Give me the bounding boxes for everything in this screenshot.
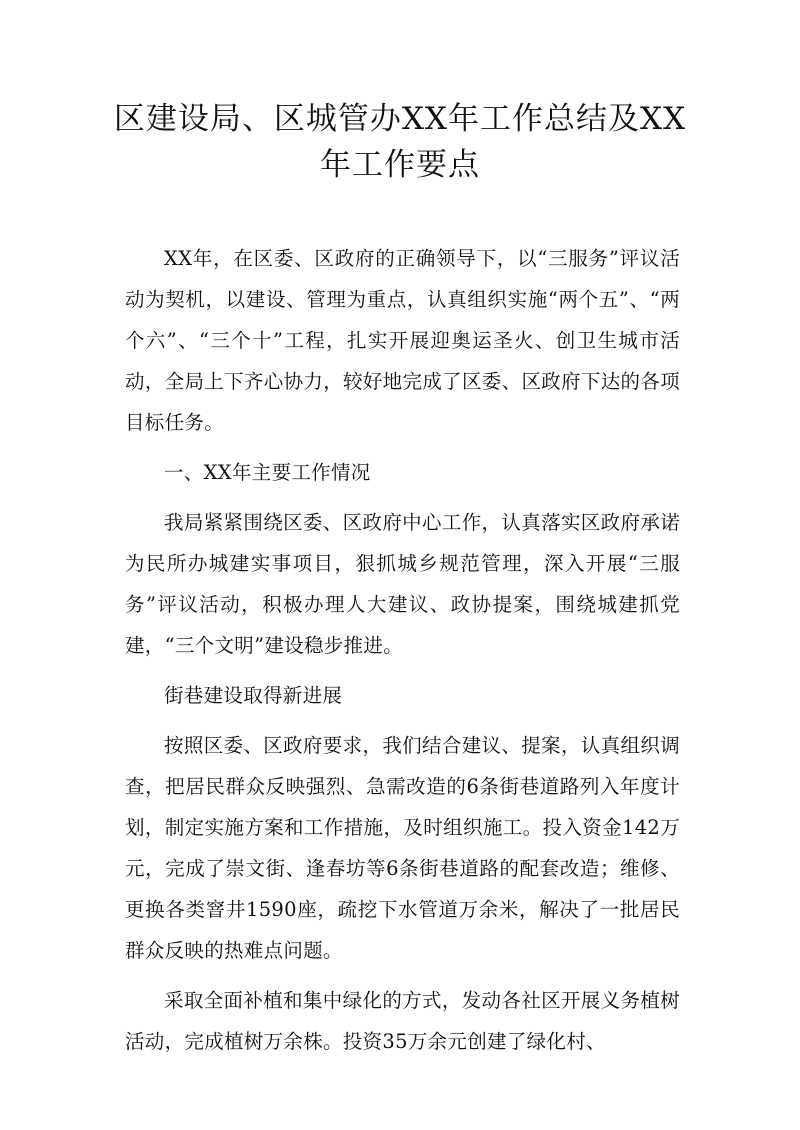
document-body — [125, 238, 680, 1071]
paragraph-intro: XX年，在区委、区政府的正确领导下，以“三服务”评议活动为契机，以建设、管理为重点，认真组织实施“两个五”、“两个六”、“三个十”工程，扎实开展迎奥运圣火、创卫生城市活动，全局上下齐心协力，较好地完成了区委、区政府下达的各项目标任务。 — [125, 247, 680, 434]
section-heading: 一、XX年主要工作情况 — [164, 461, 371, 484]
title-line-2: 年工作要点 — [320, 147, 480, 183]
paragraph-overview: 我局紧紧围绕区委、区政府中心工作，认真落实区政府承诺为民所办城建实事项目，狠抓城乡规范管理，深入开展“三服务”评议活动，积极办理人大建议、政协提案，围绕城建抓党建，“三个文明”建设稳步推进。 — [125, 511, 680, 657]
paragraph-street-construction: 按照区委、区政府要求，我们结合建议、提案，认真组织调查，把居民群众反映强烈、急需改造的6条街巷道路列入年度计划，制定实施方案和工作措施，及时组织施工。投入资金142万元，完成了崇文街、逢春坊等6条街巷道路的配套改造；维修、更换各类窨井1590座，疏挖下水管道万余米，解决了一批居民群众反映的热难点问题。 — [125, 734, 680, 962]
title-line-1: 区建设局、区城管办XX年工作总结及XX — [113, 101, 687, 137]
subsection-heading: 街巷建设取得新进展 — [164, 684, 343, 707]
paragraph-greening: 采取全面补植和集中绿化的方式，发动各社区开展义务植树活动，完成植树万余株。投资35万余元创建了绿化村、 — [125, 989, 680, 1053]
document-title — [110, 96, 690, 188]
